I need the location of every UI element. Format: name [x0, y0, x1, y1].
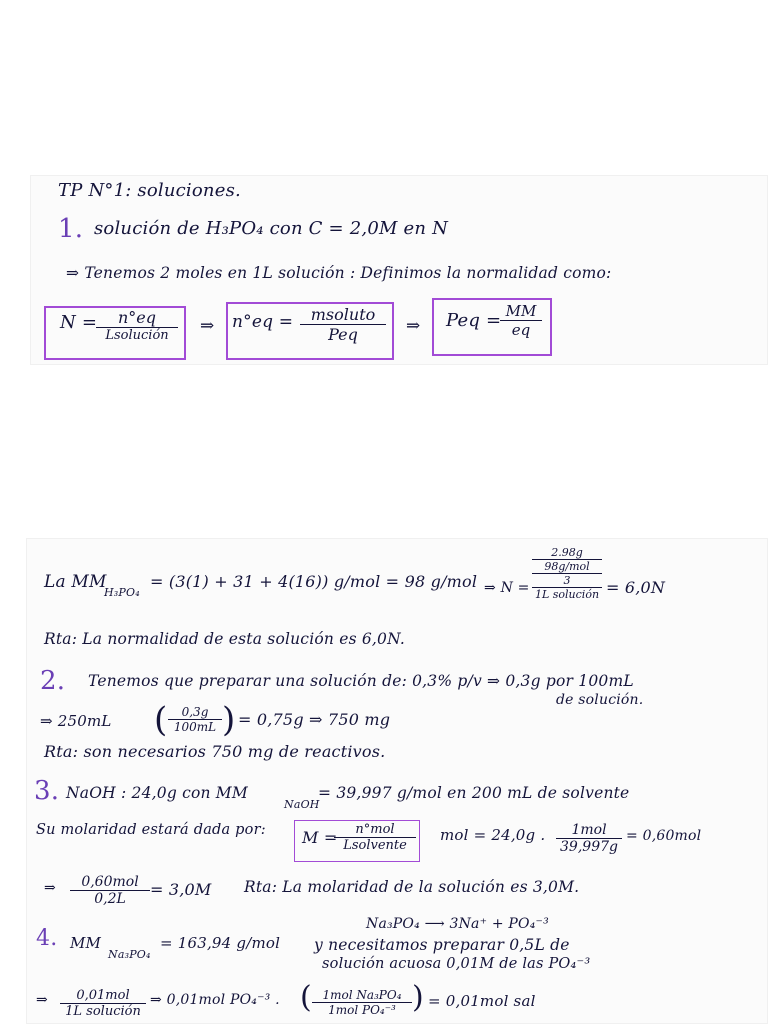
equivalents-fraction [300, 305, 386, 344]
normality-calc-num-mid-den: 3 [532, 574, 602, 588]
arrow-1: ⇒ [200, 316, 215, 336]
equivalents-numerator: msoluto [300, 305, 386, 325]
p4-fraction-num: 0,01mol [60, 988, 146, 1004]
p3-final-fraction [70, 874, 150, 907]
molar-mass-equation: = (3(1) + 31 + 4(16)) g/mol = 98 g/mol [150, 572, 478, 591]
answer-1: Rta: La normalidad de esta solución es 6,0N. [44, 630, 405, 648]
p4-conversion-fraction [312, 988, 412, 1017]
p2-fraction-den: 100mL [173, 720, 217, 734]
problem-4-mm: MM [70, 934, 102, 952]
problem-2-number: 2. [40, 666, 66, 696]
equivalent-weight-numerator: MM [500, 302, 542, 321]
p2-fraction-num: 0,3g [168, 705, 222, 720]
molarity-lhs: M = [302, 828, 338, 847]
normality-calc-result: = 6,0N [606, 578, 666, 597]
normality-lhs: N = [60, 312, 98, 333]
p2-fraction [168, 705, 222, 734]
molarity-fraction [334, 822, 416, 853]
problem-4-text: y necesitamos preparar 0,5L de [314, 936, 570, 954]
molar-mass-label: La MM [44, 572, 107, 592]
p2-calc-rhs: = 0,75g ⇒ 750 mg [238, 710, 391, 729]
molar-mass-subscript: H₃PO₄ [104, 586, 140, 599]
answer-3: Rta: La molaridad de la solución es 3,0M. [244, 878, 580, 896]
p4-conversion-den: 1mol PO₄⁻³ [328, 1003, 396, 1017]
p4-conversion-num: 1mol Na₃PO₄ [312, 988, 412, 1003]
normality-calc-lhs: ⇒ N = [484, 580, 530, 596]
normality-fraction [96, 308, 178, 343]
equivalent-weight-denominator: eq [511, 321, 531, 339]
p2-paren-close: ) [222, 700, 236, 740]
p3-final-fraction-num: 0,60mol [70, 874, 150, 891]
problem-4-molar-mass: = 163,94 g/mol [160, 934, 281, 952]
equivalent-weight-fraction [500, 302, 542, 339]
p3-mol-lhs: mol = 24,0g . [440, 826, 546, 844]
problem-3-number: 3. [34, 776, 60, 806]
p4-paren-close: ) [412, 980, 424, 1015]
answer-2: Rta: son necesarios 750 mg de reactivos. [44, 742, 386, 761]
problem-4-text-cont: solución acuosa 0,01M de las PO₄⁻³ [322, 956, 591, 972]
problem-4-subscript: Na₃PO₄ [108, 948, 151, 961]
normality-calc-num-top: 2.98g [532, 546, 602, 560]
problem-3-text: NaOH : 24,0g con MM [66, 784, 248, 802]
problem-3-text-cont: = 39,997 g/mol en 200 mL de solvente [318, 784, 630, 802]
worksheet-title: TP N°1: soluciones. [58, 180, 241, 201]
reaction-equation: Na₃PO₄ ⟶ 3Na⁺ + PO₄⁻³ [366, 916, 549, 932]
p4-fraction-den: 1L solución [65, 1004, 141, 1019]
p3-molarity-label: Su molaridad estará dada por: [36, 822, 266, 838]
normality-numerator: n°eq [96, 308, 178, 328]
problem-2-text: Tenemos que preparar una solución de: 0,3% p/v ⇒ 0,3g por 100mL [88, 672, 634, 690]
p4-mid: ⇒ 0,01mol PO₄⁻³ . [150, 992, 280, 1008]
equivalents-denominator: Peq [328, 325, 358, 344]
p2-paren-open: ( [154, 700, 168, 740]
normality-denominator: Lsolución [105, 328, 169, 343]
p3-mol-fraction-num: 1mol [556, 822, 622, 839]
equivalent-weight-lhs: Peq = [446, 310, 502, 331]
normality-calc-denominator: 1L solución [534, 588, 600, 601]
normality-intro: ⇒ Tenemos 2 moles en 1L solución : Definimos la normalidad como: [66, 264, 612, 282]
problem-1-number: 1. [58, 214, 84, 244]
p3-mol-fraction [556, 822, 622, 855]
p3-final-rhs: = 3,0M [150, 880, 212, 899]
normality-calc-num-mid-num: 98g/mol [532, 560, 602, 574]
molarity-numerator: n°mol [334, 822, 416, 838]
problem-2-text-cont: de solución. [556, 692, 644, 708]
problem-4-number: 4. [36, 926, 58, 951]
p4-paren-open: ( [300, 980, 312, 1015]
p4-rhs: = 0,01mol sal [428, 992, 536, 1010]
arrow-2: ⇒ [406, 316, 421, 336]
p4-fraction [60, 988, 146, 1019]
p3-mol-result: = 0,60mol [626, 828, 702, 844]
equivalents-lhs: n°eq = [232, 312, 294, 332]
molarity-denominator: Lsolvente [343, 838, 407, 853]
p3-mol-fraction-den: 39,997g [560, 839, 618, 855]
problem-1-text: solución de H₃PO₄ con C = 2,0M en N [94, 218, 449, 239]
p3-final-fraction-den: 0,2L [94, 891, 126, 907]
normality-calc-fraction [532, 546, 602, 601]
p3-final-arrow: ⇒ [44, 880, 56, 896]
p4-arrow: ⇒ [36, 992, 48, 1008]
problem-3-subscript: NaOH [284, 798, 320, 811]
p2-calc-lhs: ⇒ 250mL [40, 712, 112, 730]
